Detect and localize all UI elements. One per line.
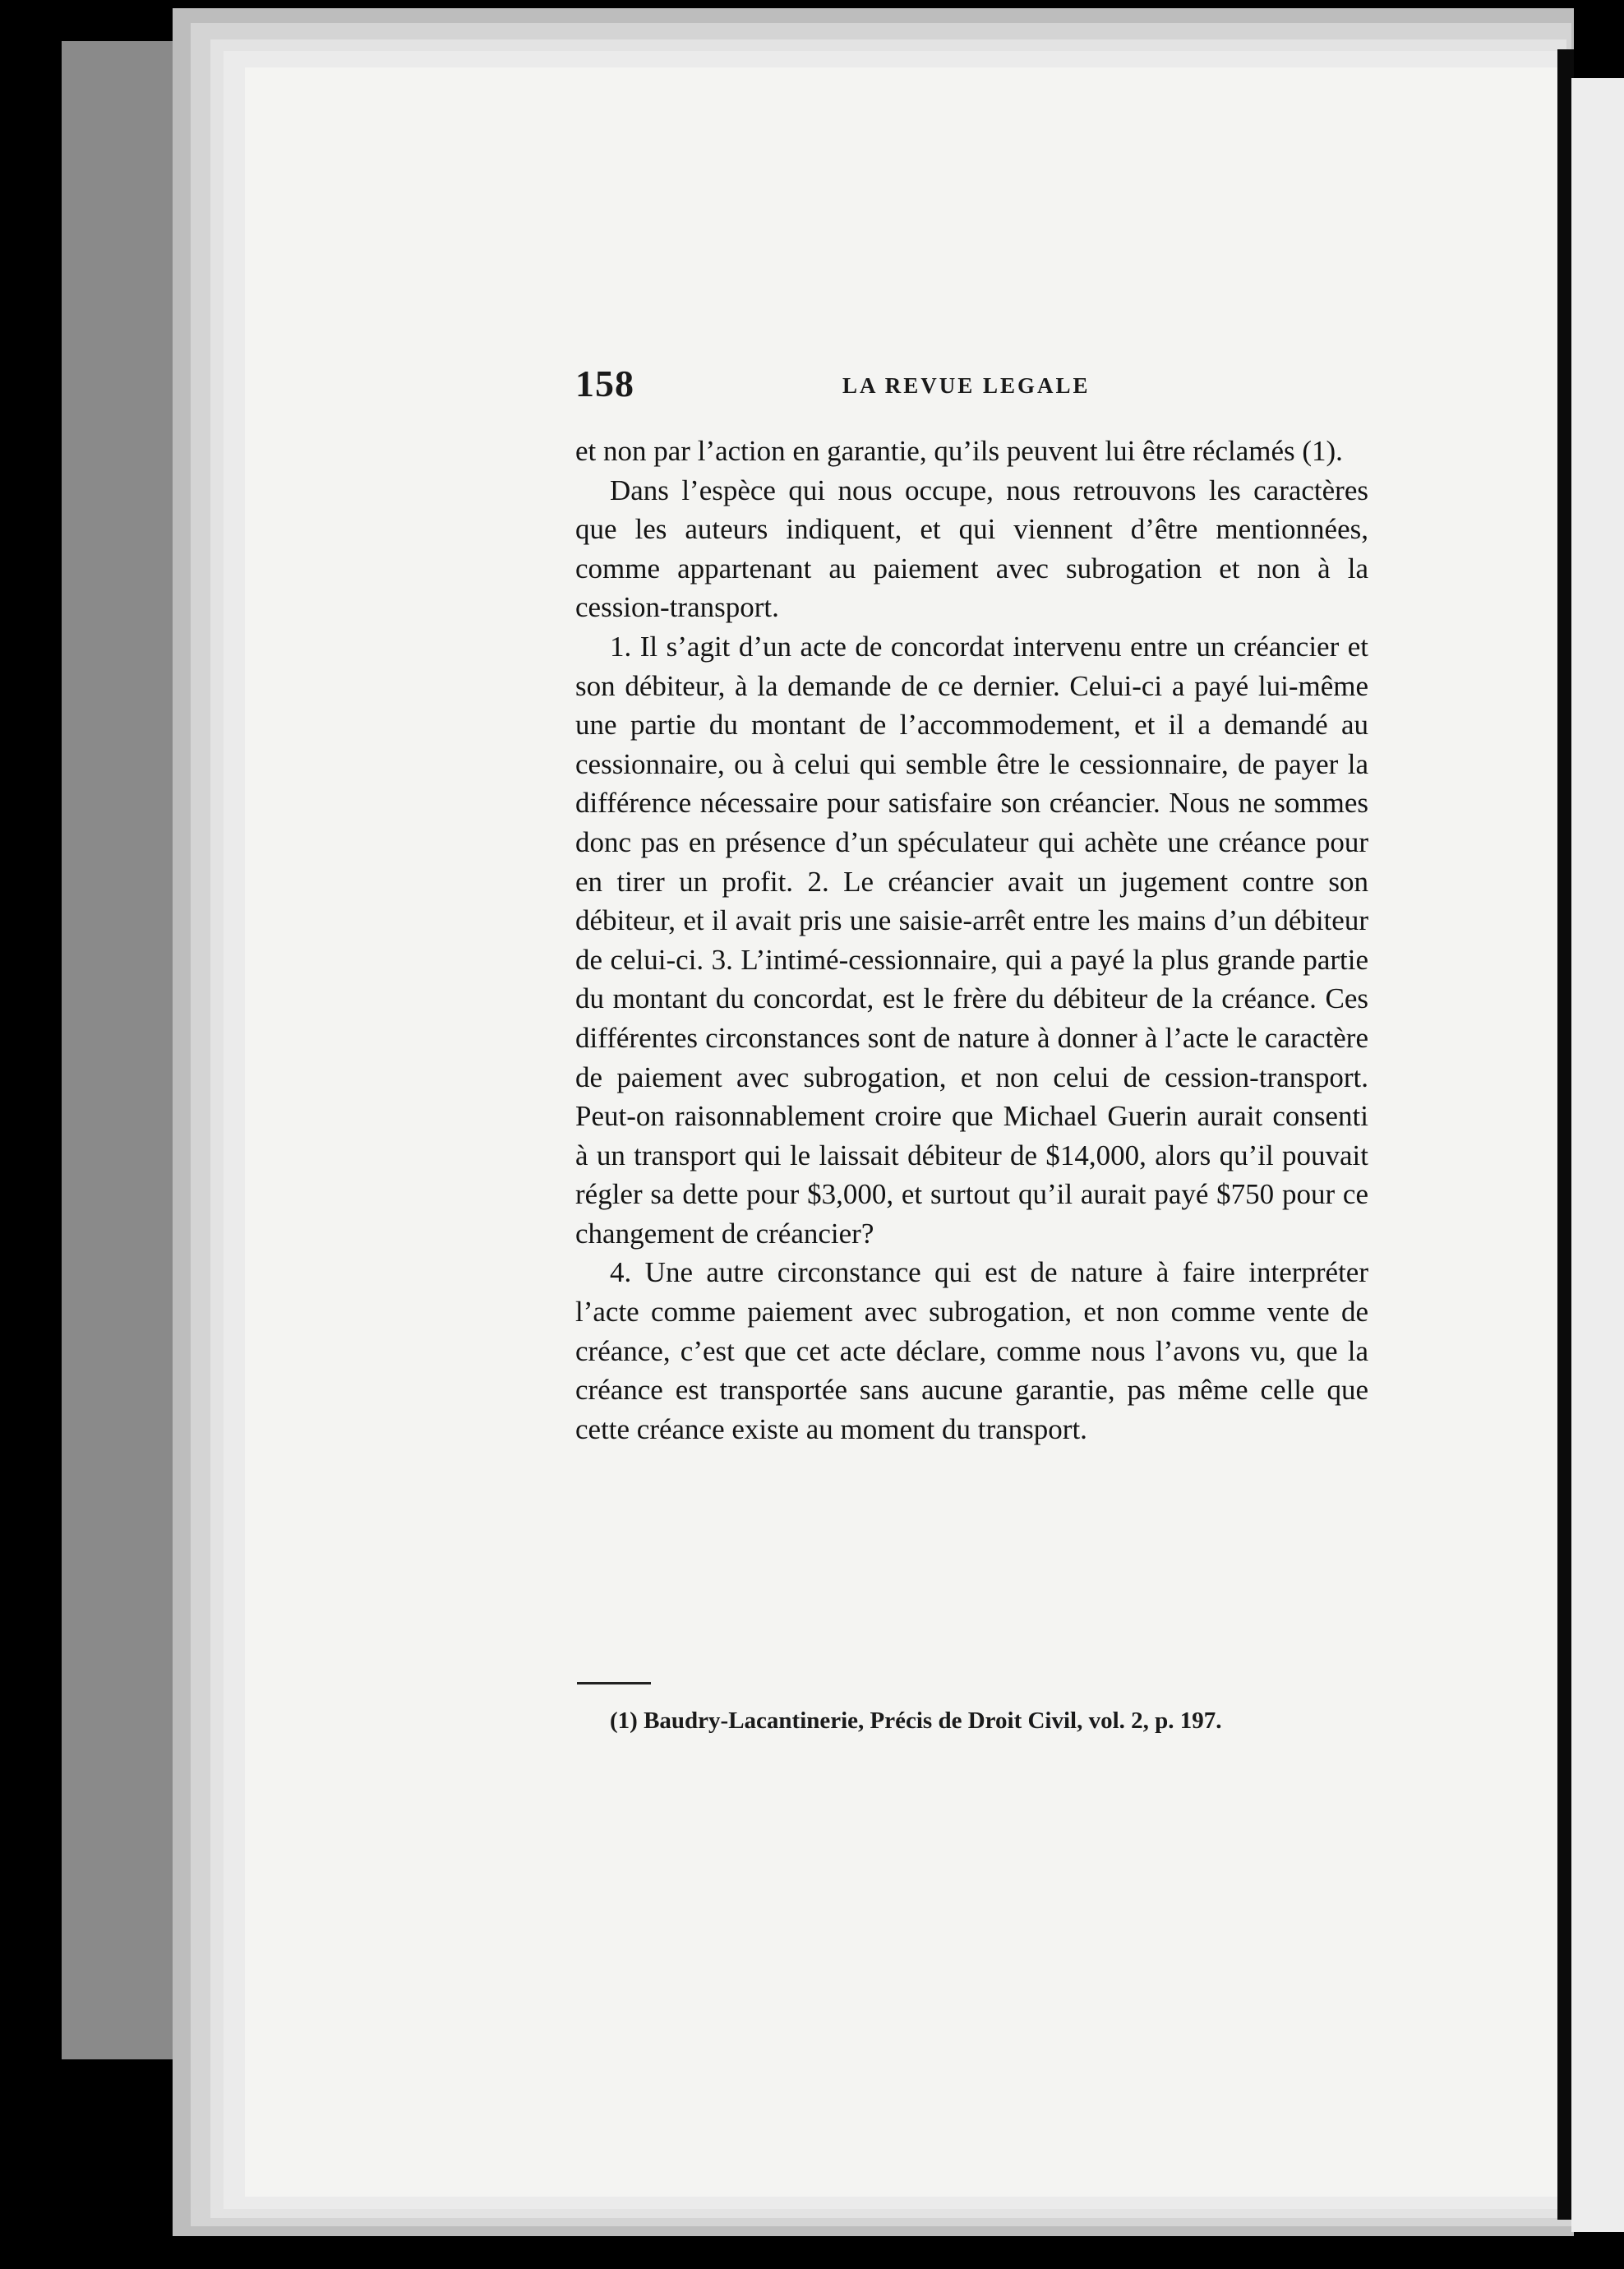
running-title: LA REVUE LEGALE [842, 373, 1091, 398]
page-number: 158 [575, 363, 634, 404]
book-edge-strip [62, 41, 177, 2059]
page-header [575, 362, 1368, 411]
paragraph: Dans l’espèce qui nous occupe, nous retrouvons les caractères que les auteurs indiquent, et qui viennent d’être mentionnées, comme appartenant au paiement avec subrogation et non à la cession-transport. [575, 474, 1368, 624]
footnote-divider [577, 1682, 651, 1684]
paragraph: 4. Une autre circonstance qui est de nature à faire interpréter l’acte comme paiement avec subrogation, et non comme vente de créance, c’est que cet acte déclare, comme nous l’avons vu, que la créance est transportée sans aucune garantie, pas même celle que cette créance existe au moment du transport. [575, 1256, 1368, 1445]
footnote: (1) Baudry-Lacantinerie, Précis de Droit Civil, vol. 2, p. 197. [610, 1708, 1222, 1734]
adjacent-page-edge [1571, 78, 1624, 2232]
body-text [575, 432, 1368, 1449]
paragraph-continuation: et non par l’action en garantie, qu’ils peuvent lui être réclamés (1). [575, 435, 1343, 467]
paragraph: 1. Il s’agit d’un acte de concordat intervenu entre un créancier et son débiteur, à la demande de ce dernier. Celui-ci a payé lui-même une partie du montant de l’accommodement, et il a demandé au cessionnaire, ou à celui qui semble être le cessionnaire, de payer la différence nécessaire pour satisfaire son créancier. Nous ne sommes donc pas en présence d’un spéculateur qui achète une créance pour en tirer un profit. 2. Le créancier avait un jugement contre son débiteur, et il avait pris une saisie-arrêt entre les mains d’un débiteur de celui-ci. 3. L’intimé-cessionnaire, qui a payé la plus grande partie du montant du concordat, est le frère du débiteur de la créance. Ces différentes circonstances sont de nature à donner à l’acte le caractère de paiement avec subrogation, et non celui de cession-transport. Peut-on raisonnablement croire que Michael Guerin aurait consenti à un transport qui le laissait débiteur de $14,000, alors qu’il pouvait régler sa dette pour $3,000, et surtout qu’il aurait payé $750 pour ce changement de créancier? [575, 630, 1368, 1250]
